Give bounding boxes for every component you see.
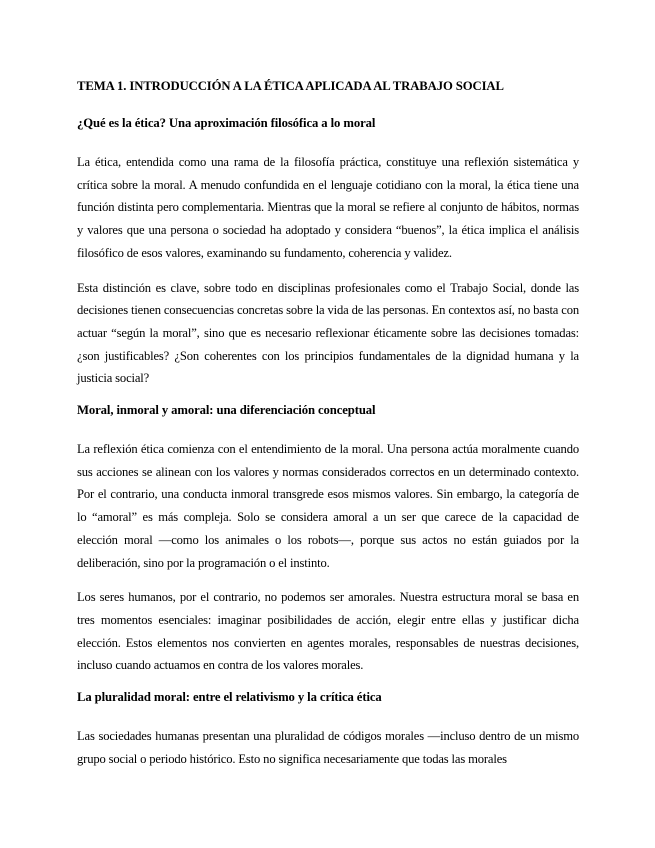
document-title: TEMA 1. INTRODUCCIÓN A LA ÉTICA APLICADA AL TRABAJO SOCIAL — [77, 79, 504, 93]
paragraph: La reflexión ética comienza con el entendimiento de la moral. Una persona actúa moralmente cuando sus acciones se alinean con los valores y normas considerados correctos en un determinado contexto. Por el contrario, una conducta inmoral transgrede esos mismos valores. Sin embargo, la categoría de lo “amoral” es más compleja. Solo se considera amoral a un ser que carece de la capacidad de elección moral —como los animales o los robots—, porque sus actos no están guiados por la deliberación, sino por la programación o el instinto. — [77, 442, 579, 570]
paragraph: La ética, entendida como una rama de la filosofía práctica, constituye una reflexión sistemática y crítica sobre la moral. A menudo confundida en el lenguaje cotidiano con la moral, la ética tiene una función distinta pero complementaria. Mientras que la moral se refiere al conjunto de hábitos, normas y valores que una persona o sociedad ha adoptado y considera “buenos”, la ética implica el análisis filosófico de esos valores, examinando su fundamento, coherencia y validez. — [77, 155, 579, 260]
paragraph: Las sociedades humanas presentan una pluralidad de códigos morales —incluso dentro de un mismo grupo social o periodo histórico. Esto no significa necesariamente que todas las morales — [77, 729, 579, 766]
section-heading-moral-inmoral-amoral: Moral, inmoral y amoral: una diferenciación conceptual — [77, 403, 376, 418]
paragraph: Esta distinción es clave, sobre todo en disciplinas profesionales como el Trabajo Social, donde las decisiones tienen consecuencias concretas sobre la vida de las personas. En contextos así, no basta con actuar “según la moral”, sino que es necesario reflexionar éticamente sobre las decisiones tomadas: ¿son justificables? ¿Son coherentes con los principios fundamentales de la dignidad humana y la justicia social? — [77, 280, 579, 386]
section-heading-que-es-la-etica: ¿Qué es la ética? Una aproximación filosófica a lo moral — [77, 116, 376, 130]
paragraph: Los seres humanos, por el contrario, no podemos ser amorales. Nuestra estructura moral se basa en tres momentos esenciales: imaginar posibilidades de acción, elegir entre ellas y justificar dicha elección. Estos elementos nos convierten en agentes morales, responsables de nuestras decisiones, incluso cuando actuamos en contra de los valores morales. — [77, 590, 579, 673]
document-body — [77, 78, 579, 770]
section-heading-pluralidad-moral: La pluralidad moral: entre el relativismo y la crítica ética — [77, 690, 382, 705]
